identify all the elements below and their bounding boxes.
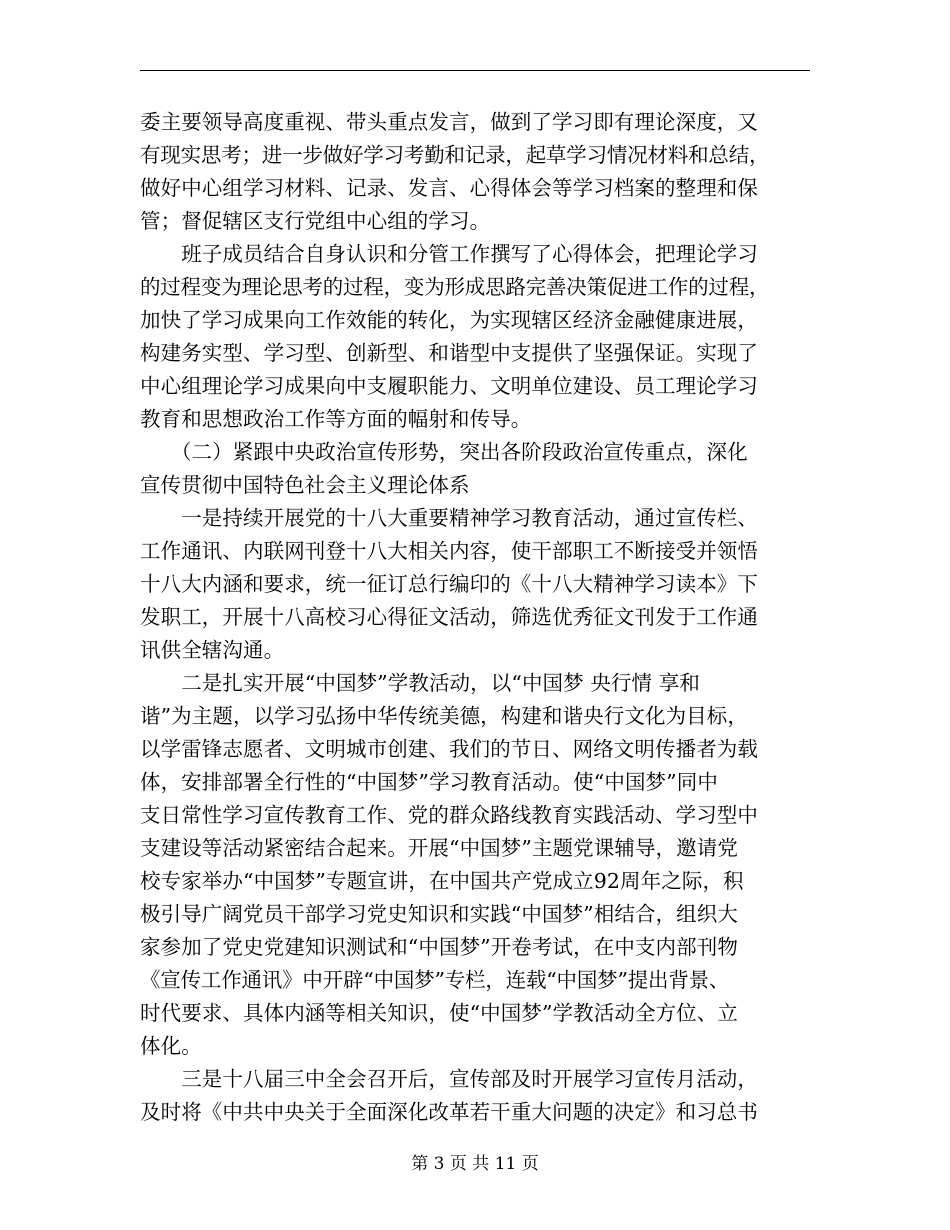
text-line: 以学雷锋志愿者、文明城市创建、我们的节日、网络文明传播者为载 — [140, 737, 758, 761]
text-line: 及时将《中共中央关于全面深化改革若干重大问题的决定》和习总书 — [140, 1100, 758, 1124]
text-line: 中心组理论学习成果向中支履职能力、文明单位建设、员工理论学习 — [140, 374, 758, 398]
document-body — [140, 106, 810, 1129]
text-line: 一是持续开展党的十八大重要精神学习教育活动，通过宣传栏、 — [140, 506, 758, 530]
text-line: 管；督促辖区支行党组中心组的学习。 — [140, 209, 491, 233]
text-line: 班子成员结合自身认识和分管工作撰写了心得体会，把理论学习 — [140, 242, 758, 266]
page-number: 第 3 页 共 11 页 — [411, 1154, 539, 1174]
text-line: 体化。 — [140, 1034, 202, 1058]
text-line: 讯供全辖沟通。 — [140, 638, 285, 662]
text-line: 校专家举办“中国梦”专题宣讲，在中国共产党成立92周年之际，积 — [140, 869, 744, 893]
text-line: 有现实思考；进一步做好学习考勤和记录，起草学习情况材料和总结， — [140, 143, 770, 167]
text-line: 体，安排部署全行性的“中国梦”学习教育活动。使“中国梦”同中 — [140, 770, 718, 794]
text-line: 二是扎实开展“中国梦”学教活动，以“中国梦 央行情 享和 — [140, 671, 700, 695]
text-line: 的过程变为理论思考的过程，变为形成思路完善决策促进工作的过程， — [140, 275, 770, 299]
text-line: 极引导广阔党员干部学习党史知识和实践“中国梦”相结合，组织大 — [140, 902, 738, 926]
text-line: 谐”为主题，以学习弘扬中华传统美德，构建和谐央行文化为目标， — [140, 704, 748, 728]
text-line: 委主要领导高度重视、带头重点发言，做到了学习即有理论深度，又 — [140, 110, 758, 134]
text-line: 家参加了党史党建知识测试和“中国梦”开卷考试，在中支内部刊物 — [140, 935, 738, 959]
text-line: 做好中心组学习材料、记录、发言、心得体会等学习档案的整理和保 — [140, 176, 758, 200]
text-line: 支建设等活动紧密结合起来。开展“中国梦”主题党课辅导，邀请党 — [140, 836, 738, 860]
section-heading-line: 宣传贯彻中国特色社会主义理论体系 — [140, 473, 470, 497]
text-line: 时代要求、具体内涵等相关知识，使“中国梦”学教活动全方位、立 — [140, 1001, 738, 1025]
text-line: 发职工，开展十八高校习心得征文活动，筛选优秀征文刊发于工作通 — [140, 605, 758, 629]
text-line: 构建务实型、学习型、创新型、和谐型中支提供了坚强保证。实现了 — [140, 341, 758, 365]
header-rule — [140, 70, 810, 71]
section-heading-line: （二）紧跟中央政治宣传形势，突出各阶段政治宣传重点，深化 — [140, 440, 748, 464]
text-line: 教育和思想政治工作等方面的幅射和传导。 — [140, 407, 532, 431]
text-line: 《宣传工作通讯》中开辟“中国梦”专栏，连载“中国梦”提出背景、 — [140, 968, 730, 992]
text-line: 三是十八届三中全会召开后，宣传部及时开展学习宣传月活动， — [140, 1067, 758, 1091]
text-line: 加快了学习成果向工作效能的转化，为实现辖区经济金融健康进展， — [140, 308, 758, 332]
text-line: 支日常性学习宣传教育工作、党的群众路线教育实践活动、学习型中 — [140, 803, 758, 827]
text-line: 十八大内涵和要求，统一征订总行编印的《十八大精神学习读本》下 — [140, 572, 758, 596]
text-line: 工作通讯、内联网刊登十八大相关内容，使干部职工不断接受并领悟 — [140, 539, 758, 563]
